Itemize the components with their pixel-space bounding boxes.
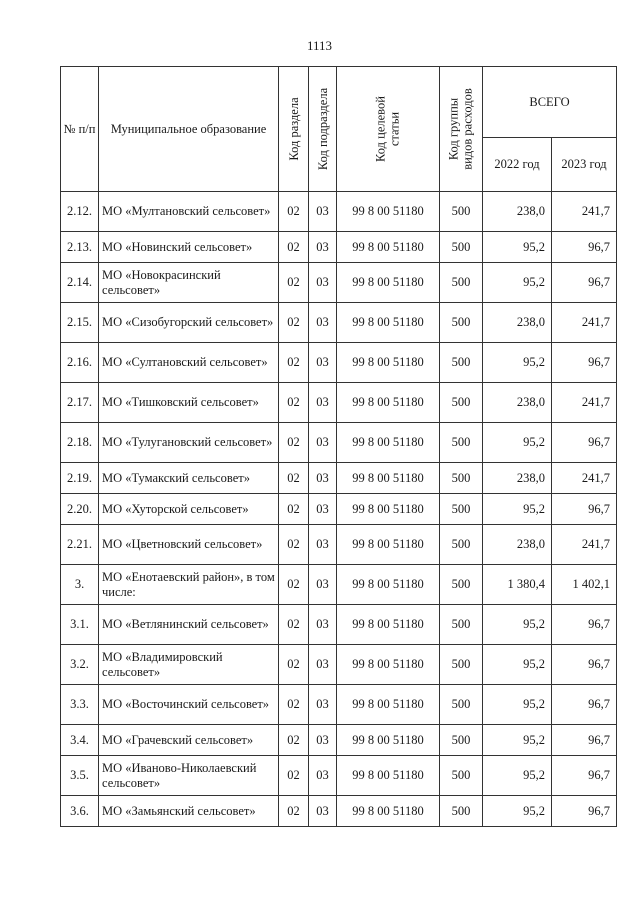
row-number: 3.2.: [61, 645, 99, 685]
row-group-code: 500: [440, 263, 483, 303]
row-subsection-code: 03: [309, 303, 337, 343]
row-subsection-code: 03: [309, 645, 337, 685]
row-group-code: 500: [440, 605, 483, 645]
row-article-code: 99 8 00 51180: [337, 494, 440, 525]
header-total: ВСЕГО: [483, 67, 617, 138]
header-vertical-text: Код целевой статьи: [373, 96, 402, 162]
row-amount-2023: 96,7: [552, 685, 617, 725]
row-amount-2023: 96,7: [552, 796, 617, 827]
table-body: [61, 192, 617, 827]
row-section-code: 02: [279, 525, 309, 565]
row-amount-2022: 95,2: [483, 645, 552, 685]
row-section-code: 02: [279, 565, 309, 605]
row-municipality: МО «Грачевский сельсовет»: [99, 725, 279, 756]
row-article-code: 99 8 00 51180: [337, 423, 440, 463]
row-subsection-code: 03: [309, 525, 337, 565]
row-section-code: 02: [279, 463, 309, 494]
row-municipality: МО «Новинский сельсовет»: [99, 232, 279, 263]
row-subsection-code: 03: [309, 463, 337, 494]
row-number: 3.3.: [61, 685, 99, 725]
row-municipality: МО «Ветлянинский сельсовет»: [99, 605, 279, 645]
row-amount-2023: 96,7: [552, 343, 617, 383]
row-amount-2022: 238,0: [483, 303, 552, 343]
row-section-code: 02: [279, 383, 309, 423]
row-subsection-code: 03: [309, 605, 337, 645]
row-amount-2023: 96,7: [552, 494, 617, 525]
row-number: 2.16.: [61, 343, 99, 383]
row-municipality: МО «Тишковский сельсовет»: [99, 383, 279, 423]
row-number: 2.12.: [61, 192, 99, 232]
row-amount-2023: 96,7: [552, 605, 617, 645]
row-amount-2022: 95,2: [483, 263, 552, 303]
row-municipality: МО «Хуторской сельсовет»: [99, 494, 279, 525]
header-year-2023: 2023 год: [552, 138, 617, 192]
row-section-code: 02: [279, 192, 309, 232]
row-amount-2023: 96,7: [552, 756, 617, 796]
row-section-code: 02: [279, 232, 309, 263]
header-article: [337, 67, 440, 192]
row-number: 3.: [61, 565, 99, 605]
header-subsection: Код подраздела: [309, 67, 337, 192]
row-group-code: 500: [440, 423, 483, 463]
row-subsection-code: 03: [309, 725, 337, 756]
table-row: [61, 303, 617, 343]
row-article-code: 99 8 00 51180: [337, 685, 440, 725]
row-group-code: 500: [440, 232, 483, 263]
row-amount-2023: 96,7: [552, 725, 617, 756]
row-number: 2.13.: [61, 232, 99, 263]
row-article-code: 99 8 00 51180: [337, 263, 440, 303]
row-subsection-code: 03: [309, 232, 337, 263]
page-number: 1113: [306, 38, 333, 53]
row-section-code: 02: [279, 796, 309, 827]
table-row: [61, 796, 617, 827]
row-group-code: 500: [440, 192, 483, 232]
row-amount-2023: 241,7: [552, 192, 617, 232]
row-amount-2022: 95,2: [483, 725, 552, 756]
row-municipality: МО «Владимировский сельсовет»: [99, 645, 279, 685]
row-group-code: 500: [440, 565, 483, 605]
row-number: 3.5.: [61, 756, 99, 796]
row-number: 2.20.: [61, 494, 99, 525]
row-amount-2022: 95,2: [483, 685, 552, 725]
row-municipality: МО «Мултановский сельсовет»: [99, 192, 279, 232]
table-row: [61, 263, 617, 303]
header-section: Код раздела: [279, 67, 309, 192]
row-article-code: 99 8 00 51180: [337, 605, 440, 645]
row-amount-2022: 238,0: [483, 463, 552, 494]
table-row: [61, 423, 617, 463]
row-article-code: 99 8 00 51180: [337, 756, 440, 796]
table-header: [61, 67, 617, 192]
header-num: № п/п: [61, 67, 99, 192]
row-number: 2.21.: [61, 525, 99, 565]
row-municipality: МО «Иваново-Николаевский сельсовет»: [99, 756, 279, 796]
row-article-code: 99 8 00 51180: [337, 463, 440, 494]
row-section-code: 02: [279, 263, 309, 303]
row-amount-2022: 95,2: [483, 232, 552, 263]
row-number: 2.19.: [61, 463, 99, 494]
row-subsection-code: 03: [309, 423, 337, 463]
row-group-code: 500: [440, 756, 483, 796]
row-amount-2022: 238,0: [483, 525, 552, 565]
row-section-code: 02: [279, 725, 309, 756]
row-group-code: 500: [440, 383, 483, 423]
row-subsection-code: 03: [309, 796, 337, 827]
table-row: [61, 525, 617, 565]
row-number: 2.17.: [61, 383, 99, 423]
row-amount-2022: 95,2: [483, 756, 552, 796]
table-row: [61, 232, 617, 263]
row-article-code: 99 8 00 51180: [337, 192, 440, 232]
row-number: 2.15.: [61, 303, 99, 343]
row-municipality: МО «Султановский сельсовет»: [99, 343, 279, 383]
row-amount-2023: 96,7: [552, 423, 617, 463]
row-amount-2023: 1 402,1: [552, 565, 617, 605]
row-subsection-code: 03: [309, 192, 337, 232]
row-amount-2023: 241,7: [552, 383, 617, 423]
row-group-code: 500: [440, 525, 483, 565]
row-section-code: 02: [279, 685, 309, 725]
row-section-code: 02: [279, 756, 309, 796]
row-subsection-code: 03: [309, 343, 337, 383]
row-amount-2023: 96,7: [552, 263, 617, 303]
row-municipality: МО «Тумакский сельсовет»: [99, 463, 279, 494]
table-row: [61, 645, 617, 685]
row-group-code: 500: [440, 494, 483, 525]
row-municipality: МО «Сизобугорский сельсовет»: [99, 303, 279, 343]
row-amount-2022: 1 380,4: [483, 565, 552, 605]
row-amount-2023: 241,7: [552, 463, 617, 494]
table-row: [61, 565, 617, 605]
row-article-code: 99 8 00 51180: [337, 796, 440, 827]
row-article-code: 99 8 00 51180: [337, 725, 440, 756]
row-subsection-code: 03: [309, 685, 337, 725]
row-group-code: 500: [440, 303, 483, 343]
table-row: [61, 463, 617, 494]
header-year-2022: 2022 год: [483, 138, 552, 192]
row-group-code: 500: [440, 685, 483, 725]
row-amount-2022: 238,0: [483, 192, 552, 232]
table-row: [61, 192, 617, 232]
row-amount-2023: 241,7: [552, 303, 617, 343]
row-section-code: 02: [279, 343, 309, 383]
header-group: [440, 67, 483, 192]
row-municipality: МО «Новокрасинский сельсовет»: [99, 263, 279, 303]
row-article-code: 99 8 00 51180: [337, 383, 440, 423]
row-number: 2.18.: [61, 423, 99, 463]
row-amount-2023: 96,7: [552, 645, 617, 685]
row-amount-2022: 95,2: [483, 796, 552, 827]
table-row: [61, 685, 617, 725]
row-article-code: 99 8 00 51180: [337, 525, 440, 565]
header-name: Муниципальное образование: [99, 67, 279, 192]
table-row: [61, 725, 617, 756]
row-number: 3.4.: [61, 725, 99, 756]
row-subsection-code: 03: [309, 494, 337, 525]
row-municipality: МО «Восточинский сельсовет»: [99, 685, 279, 725]
row-municipality: МО «Цветновский сельсовет»: [99, 525, 279, 565]
row-amount-2022: 95,2: [483, 494, 552, 525]
table-row: [61, 605, 617, 645]
row-group-code: 500: [440, 725, 483, 756]
row-section-code: 02: [279, 494, 309, 525]
row-article-code: 99 8 00 51180: [337, 565, 440, 605]
row-section-code: 02: [279, 423, 309, 463]
header-vertical-text: Код группы видов расходов: [446, 88, 475, 170]
row-municipality: МО «Енотаевский район», в том числе:: [99, 565, 279, 605]
row-amount-2022: 95,2: [483, 423, 552, 463]
row-article-code: 99 8 00 51180: [337, 303, 440, 343]
row-number: 3.1.: [61, 605, 99, 645]
budget-table: [60, 66, 617, 827]
row-amount-2022: 238,0: [483, 383, 552, 423]
row-section-code: 02: [279, 645, 309, 685]
table-row: [61, 494, 617, 525]
row-amount-2022: 95,2: [483, 605, 552, 645]
row-municipality: МО «Тулугановский сельсовет»: [99, 423, 279, 463]
row-article-code: 99 8 00 51180: [337, 645, 440, 685]
row-number: 2.14.: [61, 263, 99, 303]
row-group-code: 500: [440, 645, 483, 685]
table-row: [61, 383, 617, 423]
table-row: [61, 756, 617, 796]
row-number: 3.6.: [61, 796, 99, 827]
row-amount-2022: 95,2: [483, 343, 552, 383]
row-amount-2023: 96,7: [552, 232, 617, 263]
row-group-code: 500: [440, 463, 483, 494]
row-article-code: 99 8 00 51180: [337, 232, 440, 263]
row-subsection-code: 03: [309, 263, 337, 303]
row-subsection-code: 03: [309, 383, 337, 423]
row-section-code: 02: [279, 605, 309, 645]
row-group-code: 500: [440, 796, 483, 827]
row-municipality: МО «Замьянский сельсовет»: [99, 796, 279, 827]
row-subsection-code: 03: [309, 756, 337, 796]
table-row: [61, 343, 617, 383]
row-subsection-code: 03: [309, 565, 337, 605]
row-amount-2023: 241,7: [552, 525, 617, 565]
row-section-code: 02: [279, 303, 309, 343]
row-group-code: 500: [440, 343, 483, 383]
row-article-code: 99 8 00 51180: [337, 343, 440, 383]
